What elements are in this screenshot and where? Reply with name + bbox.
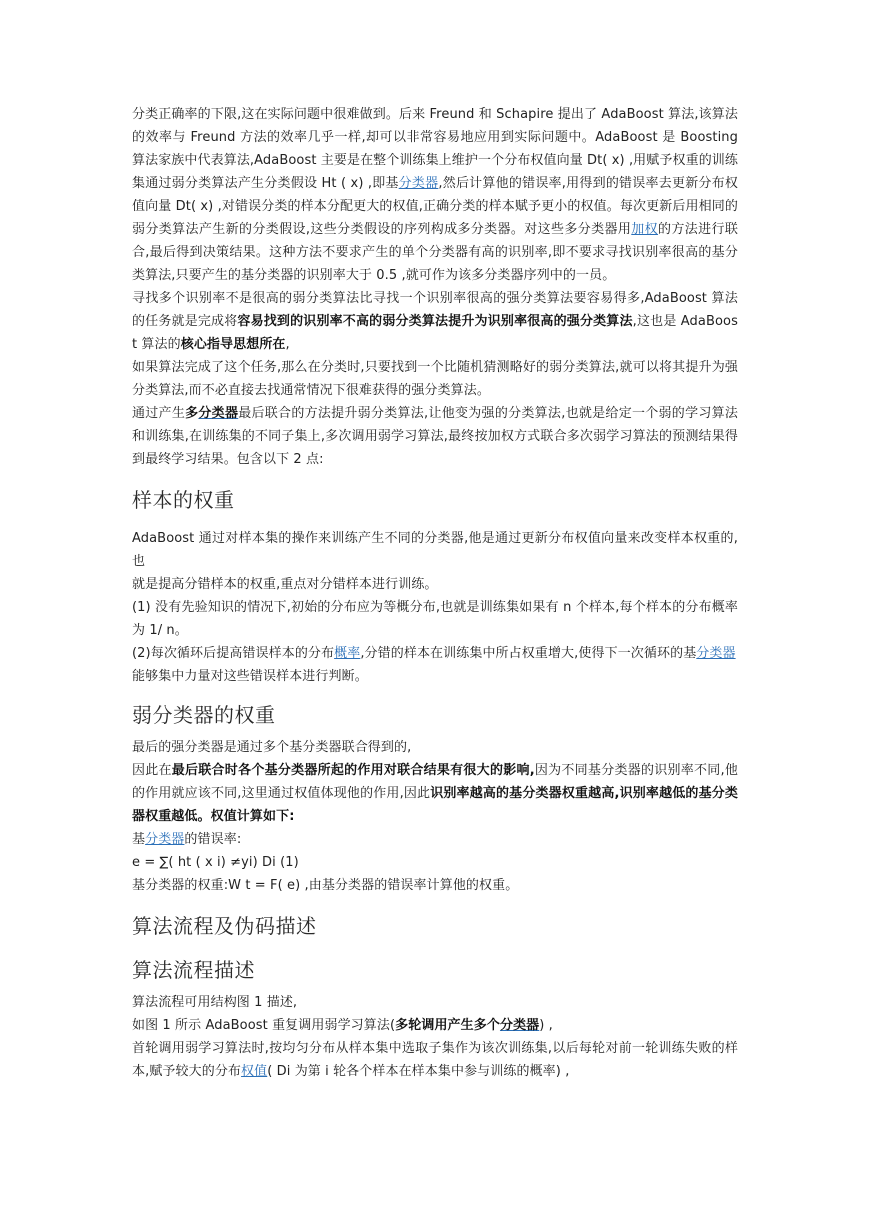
bold-link-text: 分类器 xyxy=(499,1018,540,1033)
text-run: (2)每次循环后提高错误样本的分布 xyxy=(132,646,335,661)
text-run: 因为不同基分类器的识别率不同,他的作用就应该不同,这里通过权值体现他的作用,因此 xyxy=(132,763,738,801)
bold-text: 多 xyxy=(185,406,199,421)
text-run: 通过产生 xyxy=(132,406,186,421)
text-run: 的方法进行联合,最后得到决策结果。这种方法不要求产生的单个分类器有高的识别率,即不要求寻找识别率很高的基分类算法,只要产生的基分类器的识别率大于 0.5 ,就可作为该多分类器序列中的一员。 xyxy=(132,222,738,283)
document-page xyxy=(132,103,738,1083)
section-heading-algorithm-flow-pseudocode: 算法流程及伪码描述 xyxy=(132,914,317,938)
section4-paragraph-3 xyxy=(132,1037,738,1083)
text-run: 因此在 xyxy=(132,763,172,778)
link-classifier[interactable] xyxy=(198,406,238,421)
text-run: ,分错的样本在训练集中所占权重增大,使得下一次循环的基 xyxy=(360,646,697,661)
section2-paragraph-4: 基分类器的权重:W t = F( e) ,由基分类器的错误率计算他的权重。 xyxy=(132,878,519,893)
section-heading-sample-weight: 样本的权重 xyxy=(132,488,235,512)
intro-paragraph-3: 如果算法完成了这个任务,那么在分类时,只要找到一个比随机猜测略好的弱分类算法,就可以将其提升为强分类算法,而不必直接去找通常情况下很难获得的强分类算法。 xyxy=(132,360,738,398)
section1-paragraph-1: AdaBoost 通过对样本集的操作来训练产生不同的分类器,他是通过更新分布权值向量来改变样本权重的,也 xyxy=(132,531,738,569)
link-classifier[interactable]: 分类器 xyxy=(696,646,736,661)
intro-paragraph-4 xyxy=(132,402,738,471)
bold-link-text: 分类器 xyxy=(198,406,239,421)
text-run: , xyxy=(285,337,290,352)
text-run: ,这也是 AdaBoost 算法的 xyxy=(132,314,738,352)
bold-text: 识别率越高的基分类器权重越高,识别率越低的基分类器权重越低。权值计算如下: xyxy=(132,786,739,824)
text-run: ,然后计算他的错误率,用得到的错误率去更新分布权值向量 Dt( x) ,对错误分类的样本分配更大的权值,正确分类的样本赋予更小的权值。每次更新后用相同的弱分类算法产生新的分类假设,这些分类假设的序列构成多分类器。对这些多分类器用 xyxy=(132,176,738,237)
bold-text: 多轮调用产生多个 xyxy=(395,1018,500,1033)
section2-paragraph-2 xyxy=(132,759,738,828)
bold-text: 核心指导思想所在 xyxy=(180,337,286,352)
section1-paragraph-5: 能够集中力量对这些错误样本进行判断。 xyxy=(132,669,368,684)
section4-paragraph-2 xyxy=(132,1014,738,1037)
link-weighting[interactable]: 加权 xyxy=(631,222,659,237)
section1-paragraph-3: (1) 没有先验知识的情况下,初始的分布应为等概分布,也就是训练集如果有 n 个样本,每个样本的分布概率为 1/ n。 xyxy=(132,600,738,638)
text-run: 分类正确率的下限,这在实际问题中很难做到。后来 Freund 和 Schapire 提出了 AdaBoost 算法,该算法的效率与 Freund 方法的效率几乎一样,却可以非常容易地应用到实际问题中。AdaBoost 是 Boosting 算法家族中代表算法,AdaBoost 主要是在整个训练集上维护一个分布权值向量 Dt( x) ,用赋予权重的训练集通过弱分类算法产生分类假设 Ht ( x) ,即基 xyxy=(132,107,738,191)
intro-paragraph-2 xyxy=(132,287,738,356)
text-run: ( Di 为第 i 轮各个样本在样本集中参与训练的概率) , xyxy=(267,1064,570,1079)
text-run: 最后联合的方法提升弱分类算法,让他变为强的分类算法,也就是给定一个弱的学习算法和训练集,在训练集的不同子集上,多次调用弱学习算法,最终按加权方式联合多次弱学习算法的预测结果得到最终学习结果。包含以下 2 点: xyxy=(132,406,738,467)
text-run: 如图 1 所示 AdaBoost 重复调用弱学习算法( xyxy=(132,1018,396,1033)
link-classifier[interactable]: 分类器 xyxy=(398,176,439,191)
section4-paragraph-1: 算法流程可用结构图 1 描述, xyxy=(132,995,298,1010)
intro-paragraph-1 xyxy=(132,103,738,287)
link-classifier[interactable]: 分类器 xyxy=(145,832,185,847)
section2-paragraph-3 xyxy=(132,828,738,851)
section-heading-weak-classifier-weight: 弱分类器的权重 xyxy=(132,703,276,727)
formula-error-rate: e = ∑( ht ( x i) ≠yi) Di (1) xyxy=(132,855,299,870)
text-run: 寻找多个识别率不是很高的弱分类算法比寻找一个识别率很高的强分类算法要容易得多,AdaBoost 算法的任务就是完成将 xyxy=(132,291,738,329)
bold-text: 最后联合时各个基分类器所起的作用对联合结果有很大的影响, xyxy=(171,763,535,778)
section2-paragraph-1: 最后的强分类器是通过多个基分类器联合得到的, xyxy=(132,740,412,755)
section1-paragraph-2: 就是提高分错样本的权重,重点对分错样本进行训练。 xyxy=(132,577,438,592)
bold-text: 容易找到的识别率不高的弱分类算法提升为识别率很高的强分类算法 xyxy=(237,314,633,329)
text-run: 基 xyxy=(132,832,146,847)
section1-paragraph-4 xyxy=(132,642,738,665)
text-run: 首轮调用弱学习算法时,按均匀分布从样本集中选取子集作为该次训练集,以后每轮对前一轮训练失败的样本,赋予较大的分布 xyxy=(132,1041,738,1079)
link-weight-value[interactable]: 权值 xyxy=(241,1064,268,1079)
section-heading-algorithm-flow: 算法流程描述 xyxy=(132,958,255,982)
link-probability[interactable]: 概率 xyxy=(334,646,361,661)
text-run: 的错误率: xyxy=(184,832,242,847)
link-classifier[interactable] xyxy=(500,1018,539,1033)
text-run: ) , xyxy=(539,1018,553,1033)
